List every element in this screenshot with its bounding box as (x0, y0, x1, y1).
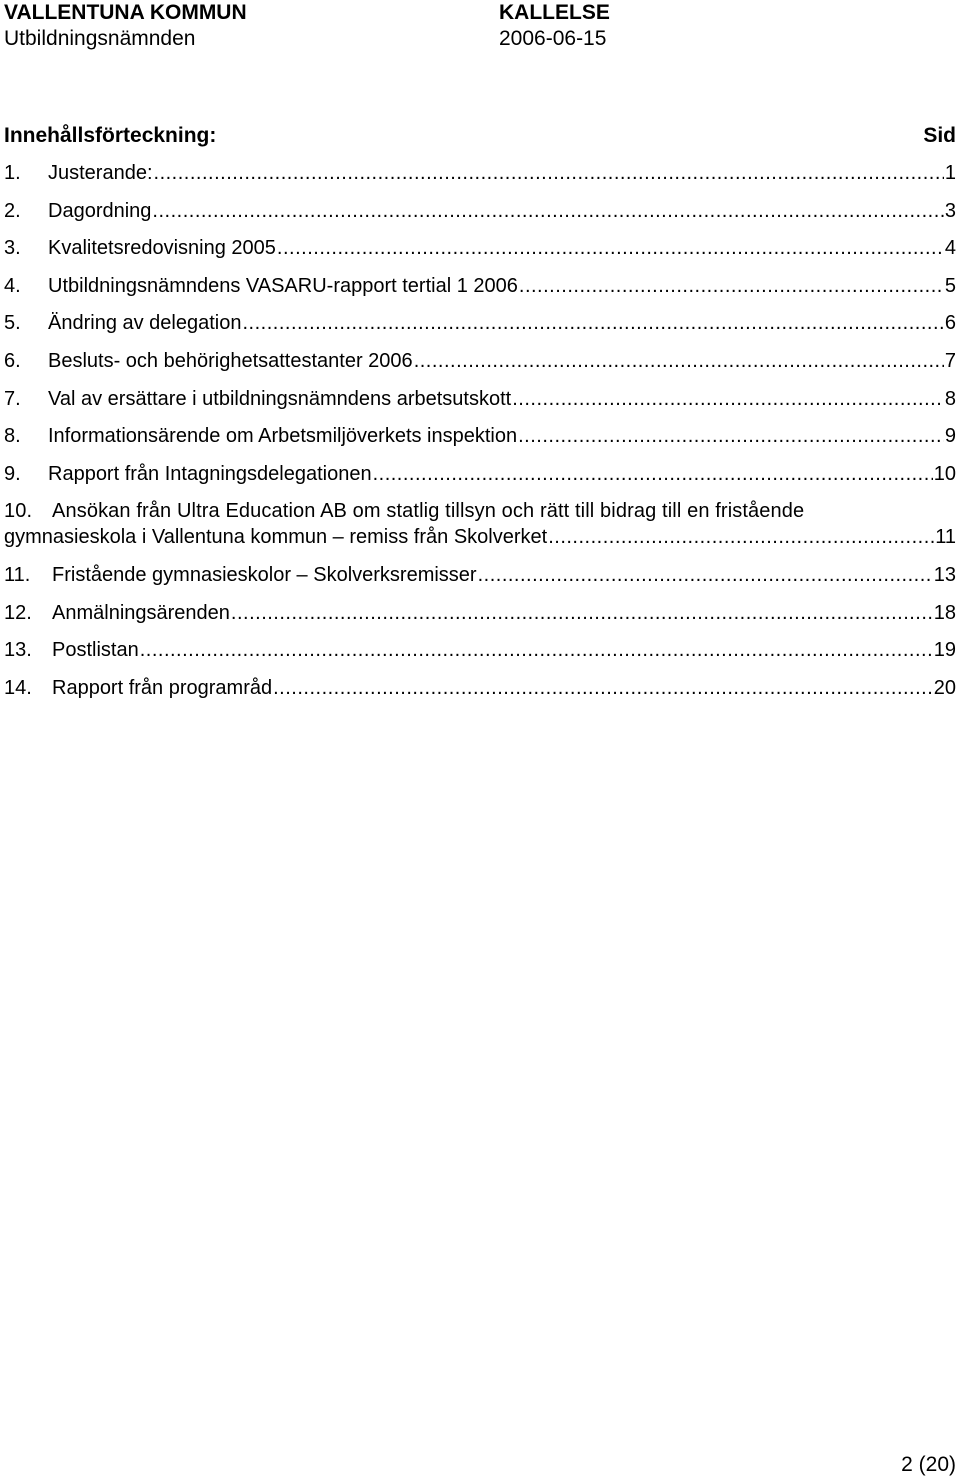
toc-entry-number: 11. (4, 563, 31, 586)
toc-dot-leader (273, 675, 933, 701)
toc-entry-title: Justerande: (48, 162, 153, 184)
toc-entry[interactable] (4, 675, 956, 701)
toc-entry-title: Fristående gymnasieskolor – Skolverksremisser (52, 563, 477, 586)
toc-entry-number: 4. (4, 274, 21, 297)
toc-entry-page: 4 (944, 237, 956, 260)
toc-entry-page: 11 (935, 526, 956, 549)
page-number: 2 (20) (901, 1453, 956, 1476)
toc-entry[interactable] (4, 423, 956, 449)
toc-entry-title-line1: Ansökan från Ultra Education AB om statlig tillsyn och rätt till bidrag till en fristående (52, 500, 805, 523)
toc-entry-page: 5 (944, 274, 956, 297)
toc-entry-page: 13 (933, 563, 956, 586)
document-header-left (4, 0, 247, 52)
toc-dot-leader (231, 600, 933, 626)
toc-entry[interactable] (4, 348, 956, 374)
toc-entry-title: Informationsärende om Arbetsmiljöverkets inspektion (48, 425, 518, 448)
toc-dot-leader (519, 273, 944, 299)
toc-entry-number: 8. (4, 425, 21, 448)
toc-entry[interactable] (4, 235, 956, 261)
toc-entry-page: 20 (933, 676, 956, 699)
toc-entry-number: 9. (4, 462, 21, 485)
toc-entry-title: Ändring av delegation (48, 312, 242, 335)
document-type: KALLELSE (499, 1, 610, 24)
toc-entry-title: gymnasieskola i Vallentuna kommun – remiss från Skolverket (4, 526, 548, 549)
toc-dot-leader (512, 386, 944, 412)
toc-entry-page: 3 (944, 199, 956, 222)
toc-entry-title: Rapport från Intagningsdelegationen (48, 462, 372, 485)
toc-entry-number: 3. (4, 237, 21, 260)
toc-dot-leader (478, 562, 933, 588)
toc-entry[interactable] (4, 562, 956, 588)
organization-name: VALLENTUNA KOMMUN (4, 1, 247, 24)
toc-entry[interactable] (4, 198, 956, 224)
toc-dot-leader (154, 160, 944, 186)
toc-dot-leader (277, 235, 944, 261)
toc-entry[interactable] (4, 461, 956, 487)
toc-entry-title: Postlistan (52, 639, 139, 662)
toc-entry-number: 2. (4, 199, 21, 222)
toc-entry-title: Val av ersättare i utbildningsnämndens arbetsutskott (48, 387, 512, 410)
document-header-right (499, 0, 610, 52)
toc-entry-number: 10. (4, 500, 33, 523)
toc-dot-leader (242, 310, 943, 336)
toc-dot-leader (518, 423, 944, 449)
toc-entry-page: 19 (933, 639, 956, 662)
toc-entry[interactable] (4, 498, 956, 550)
toc-dot-leader (152, 198, 943, 224)
toc-entry-page: 10 (933, 462, 956, 485)
toc-entry-title: Dagordning (48, 199, 152, 222)
toc-entry-page: 1 (944, 162, 956, 184)
toc-entry-title: Utbildningsnämndens VASARU-rapport tertial 1 2006 (48, 274, 518, 297)
toc-dot-leader (414, 348, 944, 374)
toc-entry[interactable] (4, 160, 956, 186)
toc-entry-title: Rapport från programråd (52, 676, 273, 699)
toc-entry-page: 8 (944, 387, 956, 410)
toc-dot-leader (373, 461, 933, 487)
toc-entry[interactable] (4, 310, 956, 336)
toc-entry-number: 5. (4, 312, 21, 335)
toc-entry-page: 18 (933, 601, 956, 624)
toc-entry-number: 7. (4, 387, 21, 410)
table-of-contents (4, 160, 956, 712)
toc-page-column-heading: Sid (923, 124, 956, 147)
toc-entry-title: Anmälningsärenden (52, 601, 230, 624)
toc-dot-leader (140, 637, 933, 663)
toc-entry-number: 13. (4, 639, 32, 662)
toc-heading-row (4, 122, 956, 150)
toc-entry-page: 9 (944, 425, 956, 448)
toc-dot-leader (548, 524, 934, 550)
toc-entry[interactable] (4, 600, 956, 626)
toc-title: Innehållsförteckning: (4, 124, 217, 147)
toc-entry[interactable] (4, 637, 956, 663)
toc-entry-page: 6 (944, 312, 956, 335)
toc-entry[interactable] (4, 386, 956, 412)
toc-entry-page: 7 (944, 349, 956, 372)
board-name: Utbildningsnämnden (4, 27, 196, 50)
toc-entry[interactable] (4, 273, 956, 299)
toc-entry-number: 14. (4, 676, 32, 699)
toc-entry-number: 1. (4, 162, 21, 184)
toc-entry-title: Besluts- och behörighetsattestanter 2006 (48, 349, 413, 372)
toc-entry-number: 6. (4, 349, 21, 372)
toc-entry-number: 12. (4, 601, 32, 624)
document-date: 2006-06-15 (499, 27, 607, 50)
toc-entry-title: Kvalitetsredovisning 2005 (48, 237, 276, 260)
